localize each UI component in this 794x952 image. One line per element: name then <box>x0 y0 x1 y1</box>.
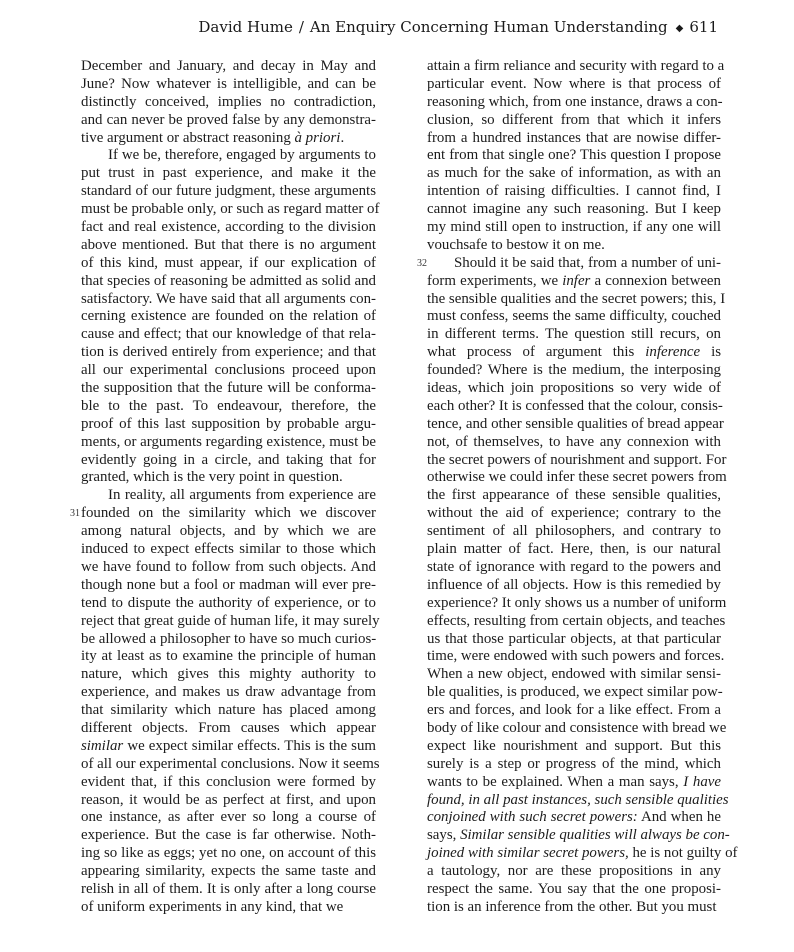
italic-emphasis: à priori <box>294 129 341 146</box>
text-line <box>427 791 729 810</box>
italic-emphasis: infer <box>562 272 591 289</box>
text-line: granted, which is the very point in question. <box>81 469 343 486</box>
text-line: all our experimental conclusions proceed upon <box>81 362 376 379</box>
text-line: put trust in past experience, and make it the <box>81 165 376 182</box>
text-line: in different terms. The question still recurs, on <box>427 326 721 343</box>
text-line: sentiment of all philosophers, and contrary to <box>427 523 721 540</box>
header-separator: / <box>298 18 304 36</box>
text-line: similar we expect similar effects. This is the sum <box>81 737 376 754</box>
text-line: vouchsafe to bestow it on me. <box>427 236 605 253</box>
text-line: relish in all of them. It is only after a long course <box>81 880 376 897</box>
margin-section-number: 32 <box>417 258 427 269</box>
italic-emphasis: inference <box>645 344 701 361</box>
text-line: founded on the similarity which we discover <box>81 505 376 522</box>
text-line: wants to be explained. When a man says, I have <box>427 773 721 790</box>
text-line: standard of our future judgment, these arguments <box>81 183 376 200</box>
text-line: time, were endowed with such powers and forces. <box>427 648 725 665</box>
running-header <box>0 16 718 41</box>
italic-emphasis: Similar sensible qualities will always be con- <box>460 827 730 844</box>
text-line: tion is derived entirely from experience; and that <box>81 344 376 361</box>
text-line: otherwise we could infer these secret powers from <box>427 469 727 486</box>
text-line: we have found to follow from such objects. And <box>81 558 376 575</box>
text-line: cause and effect; that our knowledge of that rela- <box>81 326 376 343</box>
text-line: If we be, therefore, engaged by arguments to <box>108 147 376 164</box>
text-line: evidently going in a circle, and taking that for <box>81 451 376 468</box>
italic-emphasis: similar <box>81 737 124 754</box>
page-number: 611 <box>689 18 718 36</box>
text-line: proof of this last supposition by probable argu- <box>81 415 376 432</box>
text-line: cannot imagine any such reasoning. But I keep <box>427 201 721 218</box>
text-line: of all our experimental conclusions. Now it seems <box>81 755 380 772</box>
italic-emphasis: joined with similar secret powers, <box>427 845 629 862</box>
text-line: the secret powers of nourishment and support. For <box>427 451 727 468</box>
text-line: satisfactory. We have said that all arguments con- <box>81 290 376 307</box>
text-line: the sensible qualities and the secret powers; this, I <box>427 290 726 307</box>
text-line: joined with similar secret powers, he is not guilty of <box>427 845 738 862</box>
text-line: tence, and other sensible qualities of bread appear <box>427 415 724 432</box>
text-line: must confess, seems the same difficulty, couched <box>427 308 721 325</box>
text-line: reason, it would be as perfect at first, and upon <box>81 791 376 808</box>
text-line: evident that, if this conclusion were formed by <box>81 773 376 790</box>
text-line: says, Similar sensible qualities will always be con- <box>427 827 730 844</box>
text-line: ble to the past. To endeavour, therefore, the <box>81 397 376 414</box>
text-line: be allowed a philosopher to have so much curios- <box>81 630 377 647</box>
text-line: tion is an inference from the other. But you must <box>427 898 717 915</box>
text-line: expect like nourishment and support. But this <box>427 737 721 754</box>
text-line: above mentioned. But that there is no argument <box>81 236 376 253</box>
text-line: tive argument or abstract reasoning à priori. <box>81 129 345 146</box>
margin-section-number: 31 <box>70 508 80 519</box>
text-line: plain matter of fact. Here, then, is our natural <box>427 541 721 558</box>
text-line: must be probable only, or such as regard matter of <box>81 201 380 218</box>
text-line: induced to expect effects similar to those which <box>81 541 376 558</box>
text-line: In reality, all arguments from experience are <box>108 487 376 504</box>
text-line: different objects. From causes which appear <box>81 719 376 736</box>
text-line: state of ignorance with regard to the powers and <box>427 558 721 575</box>
italic-emphasis: I have <box>683 773 721 790</box>
text-line: fact and real existence, according to the division <box>81 219 376 236</box>
italic-emphasis: conjoined with such secret powers: <box>427 809 638 826</box>
text-line: ent from that single one? This question I propose <box>427 147 721 164</box>
text-line: my mind still open to instruction, if any one will <box>427 219 721 236</box>
text-line: as much for the sake of information, as with an <box>427 165 721 182</box>
text-line: June? Now whatever is intelligible, and can be <box>81 75 376 92</box>
text-line: effects, resulting from certain objects, and teaches <box>427 612 726 629</box>
text-line: though none but a fool or madman will ever pre- <box>81 576 376 593</box>
header-work-title: An Enquiry Concerning Human Understanding <box>309 18 668 36</box>
text-line: that similarity which nature has placed among <box>81 702 376 719</box>
text-line: experience? It only shows us a number of uniform <box>427 594 727 611</box>
text-line: what process of argument this inference is <box>427 344 721 361</box>
text-line: that species of reasoning be admitted as solid and <box>81 272 376 289</box>
text-line: nature, which gives this mighty authority to <box>81 666 376 683</box>
text-line: conjoined with such secret powers: And when he <box>427 809 721 826</box>
text-line: reject that great guide of human life, it may surely <box>81 612 380 629</box>
diamond-icon: ◆ <box>675 23 684 34</box>
text-line: each other? It is confessed that the colour, consis- <box>427 397 723 414</box>
text-line: of uniform experiments in any kind, that we <box>81 898 344 915</box>
text-line: the first appearance of these sensible qualities, <box>427 487 721 504</box>
text-line: not, of themselves, to have any connexion with <box>427 433 721 450</box>
text-line: without the aid of experience; contrary to the <box>427 505 721 522</box>
text-line: among natural objects, and by which we are <box>81 523 376 540</box>
text-line: experience, and makes us draw advantage from <box>81 684 376 701</box>
text-line: ments, or arguments regarding existence, must be <box>81 433 376 450</box>
text-line: distinctly conceived, implies no contradiction, <box>81 93 376 110</box>
right-text-column <box>427 58 738 917</box>
text-line: When a new object, endowed with similar sensi- <box>427 666 721 683</box>
text-line: ity at least as to examine the principle of human <box>81 648 376 665</box>
text-line: ers and forces, and look for a like effect. From a <box>427 702 721 719</box>
text-line: attain a firm reliance and security with regard to a <box>427 58 725 74</box>
text-line: a tautology, nor are these propositions in any <box>427 863 721 880</box>
text-line: tend to dispute the authority of experience, or to <box>81 594 376 611</box>
italic-emphasis: found, in all past instances, such sensible qualities <box>427 791 729 808</box>
text-line: Should it be said that, from a number of uni- <box>454 254 721 271</box>
text-line: body of like colour and consistence with bread we <box>427 719 727 736</box>
text-line: surely is a step or progress of the mind, which <box>427 755 721 772</box>
left-text-column <box>81 58 380 917</box>
text-line: of this kind, must appear, if our explication of <box>81 254 376 271</box>
text-line: intention of raising difficulties. I cannot find, I <box>427 183 721 200</box>
text-line: reasoning which, from one instance, draws a con- <box>427 93 723 110</box>
text-line: form experiments, we infer a connexion between <box>427 272 721 289</box>
text-line: respect the same. You say that the one proposi- <box>427 880 721 897</box>
text-line: ble qualities, is produced, we expect similar pow- <box>427 684 723 701</box>
text-line: one instance, as after ever so long a course of <box>81 809 376 826</box>
text-line: and can never be proved false by any demonstra- <box>81 111 376 128</box>
text-line: ideas, which join propositions so very wide of <box>427 380 721 397</box>
text-line: appearing similarity, expects the same taste and <box>81 863 376 880</box>
text-line: clusion, so different from that which it infers <box>427 111 721 128</box>
text-line: December and January, and decay in May and <box>81 58 376 74</box>
text-line: ing so like as eggs; yet no one, on account of this <box>81 845 376 862</box>
text-line: particular event. Now where is that process of <box>427 75 721 92</box>
text-line: us that those particular objects, at that particular <box>427 630 721 647</box>
text-line: influence of all objects. How is this remedied by <box>427 576 721 593</box>
text-line: from a hundred instances that are nowise differ- <box>427 129 721 146</box>
header-author: David Hume <box>198 18 293 36</box>
text-line: cerning existence are founded on the relation of <box>81 308 376 325</box>
text-line: the supposition that the future will be conforma- <box>81 380 376 397</box>
text-line: founded? Where is the medium, the interposing <box>427 362 721 379</box>
text-line: experience. But the case is far otherwise. Noth- <box>81 827 376 844</box>
